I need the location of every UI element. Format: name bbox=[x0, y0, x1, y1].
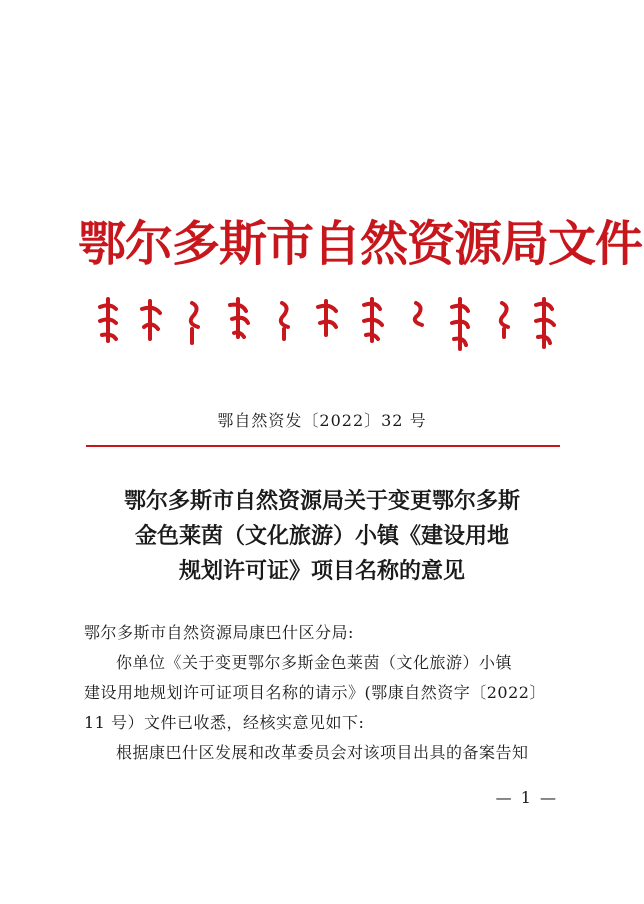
title-line-3: 规划许可证》项目名称的意见 bbox=[178, 558, 465, 584]
body-line-2: 建设用地规划许可证项目名称的请示》(鄂康自然资字〔2022〕 bbox=[84, 683, 546, 702]
agency-masthead-title: 鄂尔多斯市自然资源局文件 bbox=[78, 216, 643, 272]
body-line-3: 11 号）文件已收悉，经核实意见如下: bbox=[84, 713, 365, 732]
red-separator-line bbox=[86, 445, 560, 447]
mongolian-script-title-icon bbox=[88, 293, 558, 355]
document-title bbox=[60, 484, 584, 589]
addressee: 鄂尔多斯市自然资源局康巴什区分局: bbox=[84, 623, 354, 642]
page-number: — 1 — bbox=[495, 788, 558, 807]
body-line-1: 你单位《关于变更鄂尔多斯金色莱茵（文化旅游）小镇 bbox=[116, 653, 513, 672]
document-number: 鄂自然资发〔2022〕32 号 bbox=[217, 411, 427, 430]
document-body bbox=[84, 618, 566, 768]
title-line-1: 鄂尔多斯市自然资源局关于变更鄂尔多斯 bbox=[123, 488, 520, 514]
title-line-2: 金色莱茵（文化旅游）小镇《建设用地 bbox=[134, 523, 509, 549]
body-line-4: 根据康巴什区发展和改革委员会对该项目出具的备案告知 bbox=[116, 743, 529, 762]
